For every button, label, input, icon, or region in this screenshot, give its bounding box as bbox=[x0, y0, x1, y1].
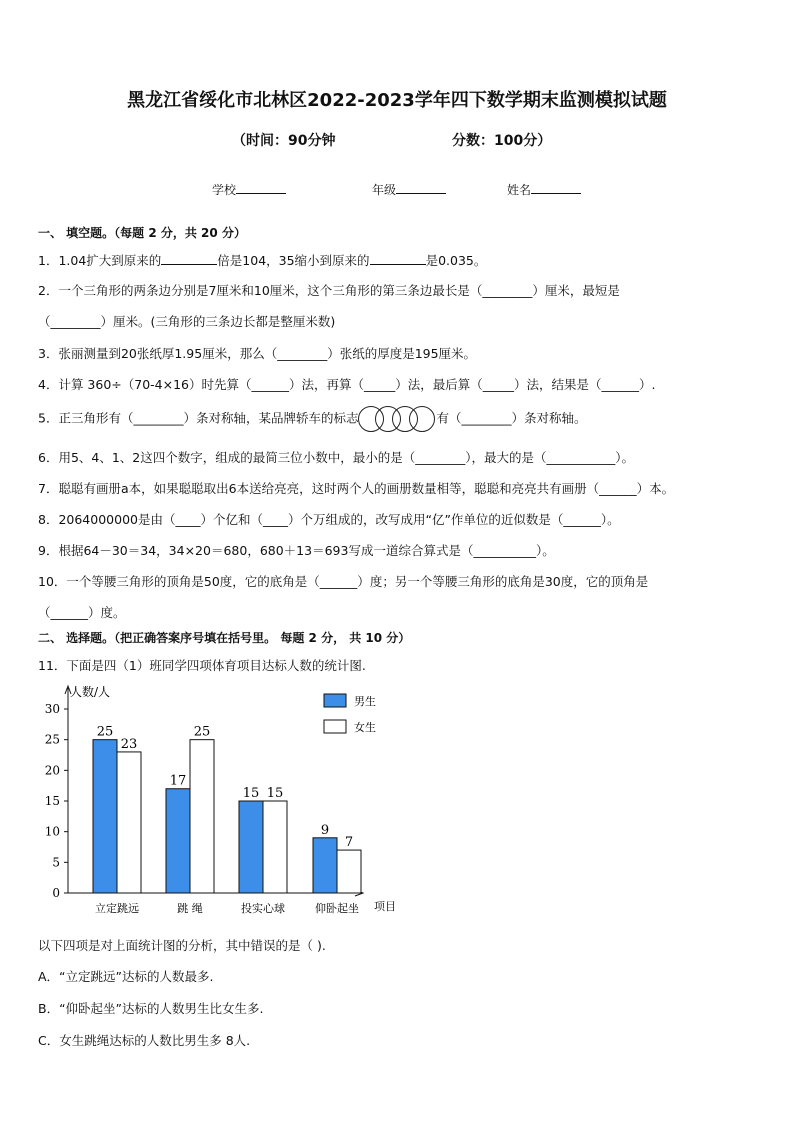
question-11-stem: 11．下面是四（1）班同学四项体育项目达标人数的统计图. bbox=[38, 658, 366, 673]
question-1-text-b: 倍是104，35缩小到原来的 bbox=[217, 253, 370, 268]
name-field bbox=[507, 181, 581, 198]
question-1 bbox=[38, 251, 486, 269]
question-1-blank-2[interactable] bbox=[370, 252, 426, 265]
exam-score: 分数：100分） bbox=[452, 133, 552, 149]
question-5-text-b: 有（________）条对称轴。 bbox=[436, 410, 587, 426]
question-9: 9．根据64－30＝34，34×20＝680，680＋13＝693写成一道综合算式是（__________）。 bbox=[38, 543, 555, 558]
question-8: 8．2064000000是由（____）个亿和（____）个万组成的，改写成用“亿”作单位的近似数是（______）。 bbox=[38, 512, 620, 527]
grade-label: 年级 bbox=[372, 183, 397, 197]
school-field bbox=[212, 181, 286, 198]
bar bbox=[263, 801, 287, 893]
x-category-label: 投实心球 bbox=[241, 902, 285, 915]
bar bbox=[239, 801, 263, 893]
question-10-line1: 10．一个等腰三角形的顶角是50度，它的底角是（______）度；另一个等腰三角形的底角是30度，它的顶角是 bbox=[38, 574, 649, 589]
bar-value-label: 7 bbox=[344, 835, 354, 851]
question-6: 6．用5、4、1、2这四个数字，组成的最简三位小数中，最小的是（________），最大的是（___________）。 bbox=[38, 450, 635, 465]
car-logo-rings-icon bbox=[358, 406, 436, 432]
exam-time: （时间：90分钟 bbox=[232, 133, 336, 149]
question-3: 3．张丽测量到20张纸厚1.95厘米，那么（________）张纸的厚度是195厘米。 bbox=[38, 346, 477, 361]
y-tick-label: 10 bbox=[44, 824, 60, 839]
y-tick-label: 0 bbox=[52, 886, 60, 900]
legend-label: 女生 bbox=[354, 721, 376, 734]
question-4: 4．计算 360÷（70-4×16）时先算（______）法，再算（_____）法，最后算（_____）法，结果是（______）. bbox=[38, 377, 656, 392]
bar bbox=[117, 752, 141, 893]
grade-blank[interactable] bbox=[396, 181, 446, 194]
question-1-text-c: 是0.035。 bbox=[425, 253, 487, 268]
x-axis-label: 项目 bbox=[374, 900, 396, 913]
x-category-label: 跳 绳 bbox=[177, 902, 203, 915]
page-title: 黑龙江省绥化市北林区2022-2023学年四下数学期末监测模拟试题 bbox=[127, 90, 667, 111]
bar bbox=[313, 838, 337, 893]
y-tick-label: 15 bbox=[44, 794, 60, 808]
question-1-text-a: 1．1.04扩大到原来的 bbox=[38, 253, 162, 268]
question-2-line1: 2．一个三角形的两条边分别是7厘米和10厘米，这个三角形的第三条边最长是（________）厘米，最短是 bbox=[38, 283, 620, 298]
legend-swatch bbox=[324, 720, 346, 733]
bar-value-label: 15 bbox=[266, 786, 284, 801]
section2-heading: 二、 选择题。（把正确答案序号填在括号里。 每题 2 分， 共 10 分） bbox=[38, 631, 411, 645]
y-tick-label: 25 bbox=[44, 732, 60, 747]
question-5-text-a: 5．正三角形有（________）条对称轴，某品牌轿车的标志 bbox=[38, 410, 359, 426]
bar-value-label: 25 bbox=[96, 724, 114, 740]
bar-value-label: 25 bbox=[193, 724, 211, 740]
option-b: B．“仰卧起坐”达标的人数男生比女生多. bbox=[38, 1001, 264, 1016]
y-tick-label: 30 bbox=[44, 702, 60, 716]
question-11-ask: 以下四项是对上面统计图的分析，其中错误的是（ ). bbox=[38, 938, 326, 953]
question-1-blank-1[interactable] bbox=[161, 252, 217, 265]
bar-value-label: 15 bbox=[242, 786, 260, 801]
y-tick-label: 5 bbox=[52, 855, 60, 870]
bar-value-label: 9 bbox=[320, 822, 330, 838]
y-axis-label: 人数/人 bbox=[70, 685, 111, 699]
school-blank[interactable] bbox=[236, 181, 286, 194]
option-c: C．女生跳绳达标的人数比男生多 8人. bbox=[38, 1033, 251, 1048]
legend-swatch bbox=[324, 694, 346, 707]
question-2-line2: （________）厘米。(三角形的三条边长都是整厘米数) bbox=[38, 314, 336, 329]
grade-field bbox=[372, 181, 446, 198]
question-7: 7．聪聪有画册a本，如果聪聪取出6本送给亮亮，这时两个人的画册数量相等，聪聪和亮亮共有画册（______）本。 bbox=[38, 481, 675, 496]
bar bbox=[190, 740, 214, 893]
x-category-label: 立定跳远 bbox=[95, 902, 139, 915]
bar-value-label: 23 bbox=[120, 736, 138, 752]
bar-value-label: 17 bbox=[169, 773, 187, 789]
section1-heading: 一、 填空题。（每题 2 分，共 20 分） bbox=[38, 226, 246, 240]
bar-chart bbox=[40, 676, 410, 916]
option-a: A．“立定跳远”达标的人数最多. bbox=[38, 969, 214, 984]
question-10-line2: （______）度。 bbox=[38, 605, 126, 620]
name-label: 姓名 bbox=[507, 183, 532, 197]
y-tick-label: 20 bbox=[44, 763, 60, 778]
school-label: 学校 bbox=[212, 183, 237, 197]
legend-label: 男生 bbox=[354, 695, 376, 708]
question-5 bbox=[38, 406, 586, 432]
bar bbox=[166, 789, 190, 893]
bar bbox=[93, 740, 117, 893]
bar bbox=[337, 850, 361, 893]
x-category-label: 仰卧起坐 bbox=[315, 902, 359, 915]
name-blank[interactable] bbox=[531, 181, 581, 194]
